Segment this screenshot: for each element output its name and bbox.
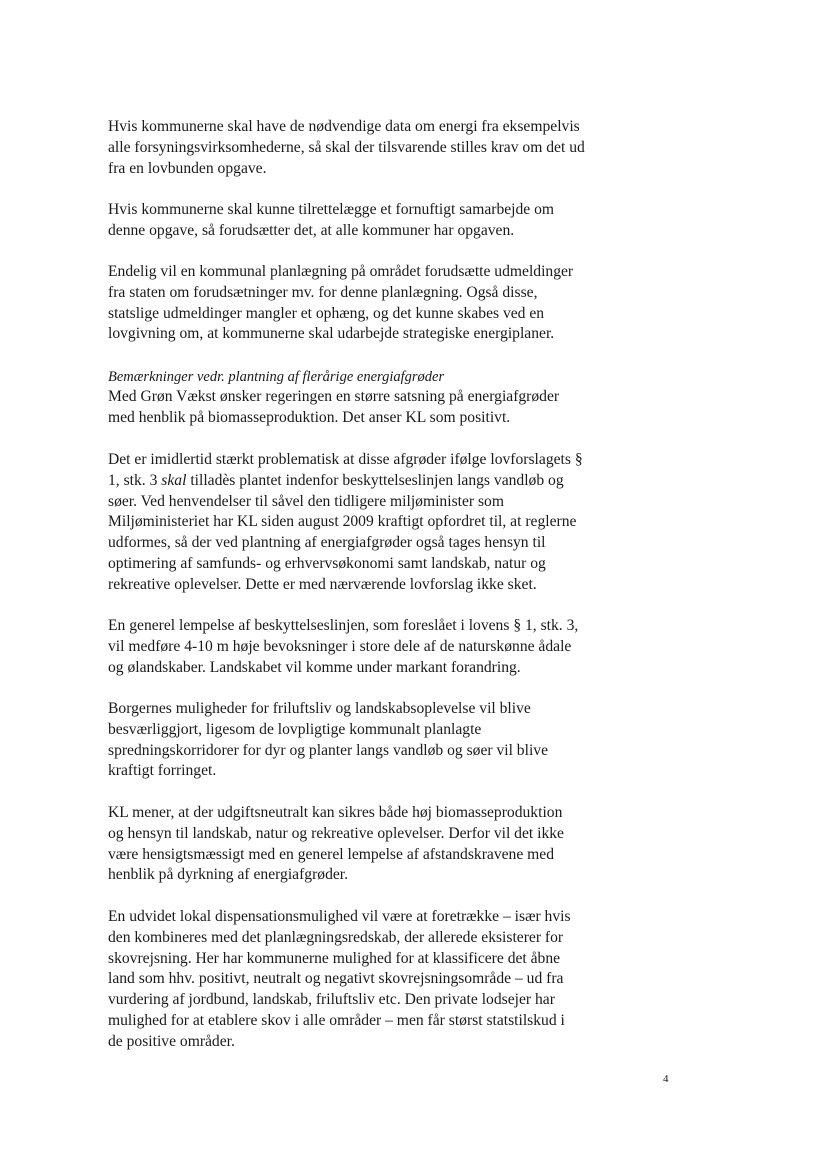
text-line: skovrejsning. Her har kommunerne mulighed for at klassificere det åbne: [108, 949, 561, 967]
text-line: En udvidet lokal dispensationsmulighed vil være at foretrække – især hvis: [108, 908, 571, 925]
inline-prefix: 1, stk. 3: [108, 471, 158, 489]
page-number: 4: [663, 1073, 669, 1085]
text-line: den kombineres med det planlægningsredskab, der allerede eksisterer for: [108, 928, 564, 946]
text-line: Miljøministeriet har KL siden august 2009 kraftigt opfordret til, at reglerne: [108, 513, 577, 531]
text-line: være hensigtsmæssigt med en generel lempelse af afstandskravene med: [108, 845, 555, 863]
text-line: Borgernes muligheder for friluftsliv og landskabsoplevelse vil blive: [108, 700, 531, 717]
paragraph-cooperation: [108, 200, 632, 242]
text-line: vurdering af jordbund, landskab, friluftsliv etc. Den private lodsejer har: [108, 991, 555, 1009]
paragraph-local-dispensation: [108, 907, 632, 1053]
inline-italic-word: skal: [161, 471, 187, 489]
text-line: mulighed for at etablere skov i alle områder – men får størst statstilskud i: [108, 1011, 565, 1029]
inline-suffix: tilladès plantet indenfor beskyttelseslinjen langs vandløb og: [190, 471, 564, 489]
text-line: søer. Ved henvendelser til såvel den tidligere miljøminister som: [108, 492, 504, 510]
text-line: Hvis kommunerne skal have de nødvendige data om energi fra eksempelvis: [108, 118, 580, 135]
text-line: Endelig vil en kommunal planlægning på området forudsætte udmeldinger: [108, 263, 574, 280]
text-line: kraftigt forringet.: [108, 762, 217, 780]
text-line: optimering af samfunds- og erhvervsøkonomi samt landskab, natur og: [108, 554, 546, 572]
text-line: KL mener, at der udgiftsneutralt kan sikres både høj biomasseproduktion: [108, 804, 563, 821]
paragraph-general-relaxation: [108, 616, 632, 678]
text-line: rekreative oplevelser. Dette er med nærværende lovforslag ikke sket.: [108, 575, 537, 593]
text-line: med henblik på biomasseproduktion. Det anser KL som positivt.: [108, 408, 511, 426]
section-subheading: Bemærkninger vedr. plantning af flerårige energiafgrøder: [108, 369, 445, 385]
paragraph-state-guidelines: [108, 262, 632, 345]
text-line: besværliggjort, ligesom de lovpligtige kommunalt planlagte: [108, 720, 482, 738]
text-line: vil medføre 4-10 m høje bevoksninger i store dele af de naturskønne ådale: [108, 637, 572, 655]
paragraph-green-growth: [108, 387, 632, 429]
paragraph-problematic: [108, 450, 632, 596]
paragraph-kl-opinion: [108, 803, 632, 886]
text-line: fra en lovbunden opgave.: [108, 159, 267, 177]
text-line: henblik på dyrkning af energiafgrøder.: [108, 866, 349, 884]
text-line: Hvis kommunerne skal kunne tilrettelægge et fornuftigt samarbejde om: [108, 201, 555, 218]
text-line: Det er imidlertid stærkt problematisk at disse afgrøder ifølge lovforslagets §: [108, 451, 583, 468]
text-line: alle forsyningsvirksomhederne, så skal der tilsvarende stilles krav om det ud: [108, 138, 585, 156]
text-line: statslige udmeldinger mangler et ophæng, og det kunne skabes ved en: [108, 304, 545, 322]
text-line: lovgivning om, at kommunerne skal udarbejde strategiske energiplaner.: [108, 325, 555, 343]
text-line: land som hhv. positivt, neutralt og negativt skovrejsningsområde – ud fra: [108, 970, 564, 988]
text-line: spredningskorridorer for dyr og planter langs vandløb og søer vil blive: [108, 741, 548, 759]
text-line: En generel lempelse af beskyttelseslinjen, som foreslået i lovens § 1, stk. 3,: [108, 617, 579, 634]
paragraph-energy-data: [108, 117, 632, 179]
text-line: Med Grøn Vækst ønsker regeringen en større satsning på energiafgrøder: [108, 388, 560, 405]
paragraph-outdoor-life: [108, 699, 632, 782]
text-line: udformes, så der ved plantning af energiafgrøder også tages hensyn til: [108, 534, 546, 552]
text-line: og hensyn til landskab, natur og rekreative oplevelser. Derfor vil det ikke: [108, 824, 564, 842]
text-line-with-italic: [108, 471, 632, 492]
text-line: fra staten om forudsætninger mv. for denne planlægning. Også disse,: [108, 283, 538, 301]
text-line: og ølandskaber. Landskabet vil komme under markant forandring.: [108, 658, 521, 676]
text-line: denne opgave, så forudsætter det, at alle kommuner har opgaven.: [108, 221, 515, 239]
text-line: de positive områder.: [108, 1032, 235, 1050]
